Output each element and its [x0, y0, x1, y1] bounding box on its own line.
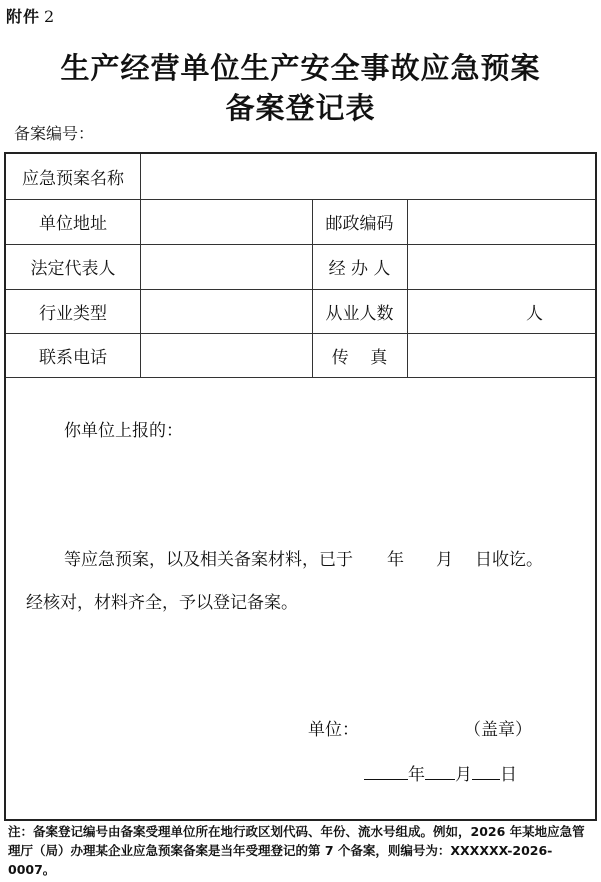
received-text: 等应急预案，以及相关备案材料，已于 年 月 日收讫。: [64, 550, 543, 570]
page-title: 生产经营单位生产安全事故应急预案: [60, 51, 541, 85]
page-subtitle: 备案登记表: [225, 91, 376, 125]
handler-field[interactable]: [409, 246, 595, 288]
day-blank[interactable]: [472, 765, 500, 780]
fax-label: 传 真: [331, 347, 388, 368]
footnote: 注：备案登记编号由备案受理单位所在地行政区划代码、年份、流水号组成。例如，2026 年某地应急管理厅（局）办理某企业应急预案备案是当年受理登记的第 7 个备案，则编号为：XXXXXX-2026-0007。: [8, 824, 585, 877]
employees-unit: 人: [526, 304, 543, 324]
address-label: 单位地址: [39, 214, 107, 234]
registration-form: [4, 152, 597, 821]
plan-name-field[interactable]: [142, 156, 595, 198]
phone-label: 联系电话: [39, 347, 107, 368]
row-divider: [6, 377, 595, 378]
postcode-label: 邮政编码: [325, 214, 394, 234]
industry-label: 行业类型: [39, 303, 107, 324]
attachment-label: 附件 2: [6, 7, 56, 26]
address-field[interactable]: [142, 201, 310, 243]
attachment-number: 2: [44, 7, 56, 26]
handler-label: 经 办 人: [328, 259, 391, 279]
legal-rep-field[interactable]: [142, 246, 310, 288]
employees-label: 从业人数: [325, 303, 394, 324]
year-blank[interactable]: [364, 765, 408, 780]
signature-date: 年 月 日: [364, 760, 517, 785]
employees-field[interactable]: [409, 291, 595, 332]
seal-label: （盖章）: [464, 720, 532, 740]
plan-name-label: 应急预案名称: [22, 169, 124, 189]
verified-text: 经核对，材料齐全，予以登记备案。: [26, 593, 298, 613]
submitted-text: 你单位上报的：: [64, 421, 183, 441]
column-divider: [140, 154, 141, 377]
month-blank[interactable]: [425, 765, 455, 780]
phone-field[interactable]: [142, 335, 310, 376]
postcode-field[interactable]: [409, 201, 595, 243]
record-number-label: 备案编号：: [14, 124, 95, 143]
unit-label: 单位：: [308, 720, 359, 740]
legal-rep-label: 法定代表人: [30, 259, 116, 279]
fax-field[interactable]: [409, 335, 595, 376]
industry-field[interactable]: [142, 291, 310, 332]
column-divider: [407, 199, 408, 377]
